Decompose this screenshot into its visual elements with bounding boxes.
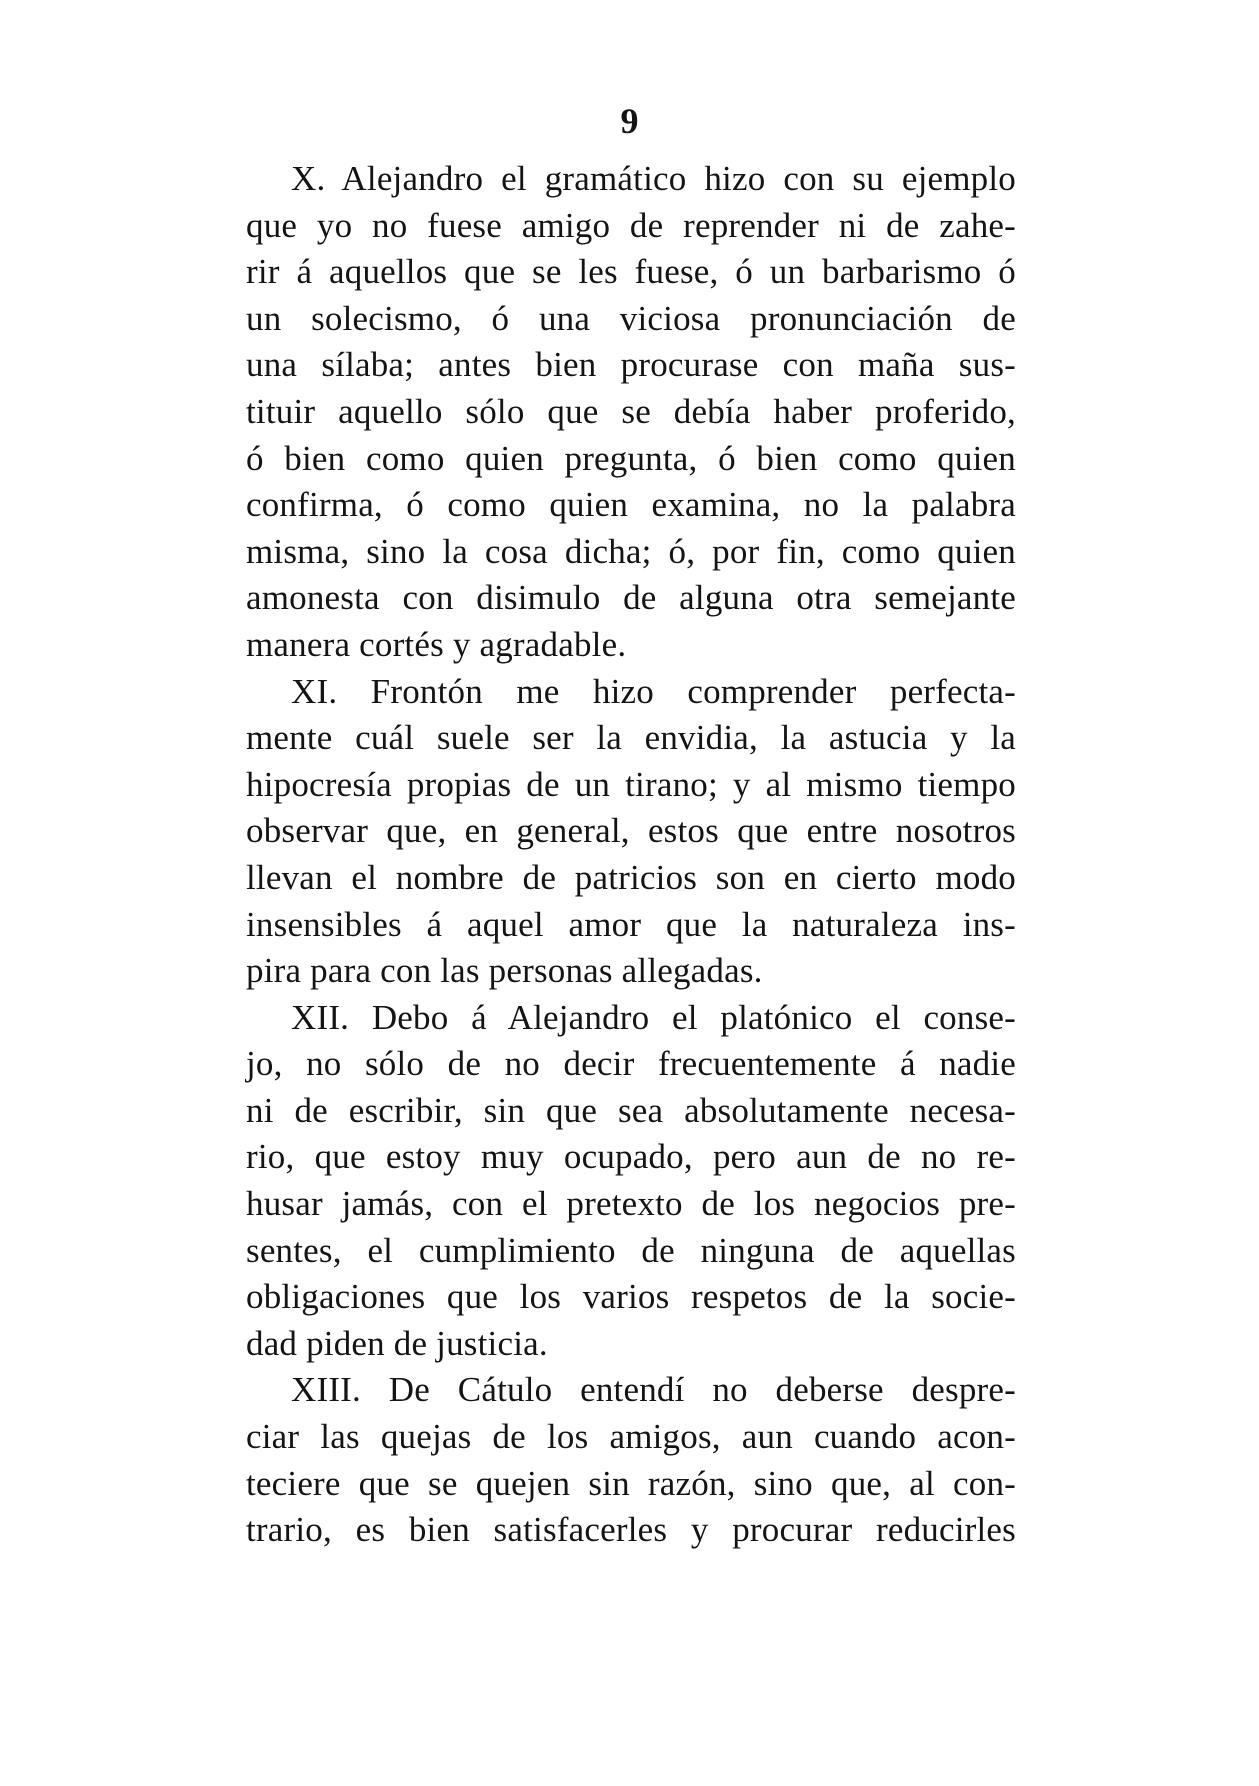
- text-line: sentes, el cumplimiento de ninguna de aquellas: [246, 1230, 1016, 1270]
- text-line: que yo no fuese amigo de reprender ni de zahe-: [246, 205, 1016, 245]
- text-line: rio, que estoy muy ocupado, pero aun de no re-: [246, 1137, 1016, 1177]
- text-line: XIII. De Cátulo entendí no deberse despre-: [291, 1370, 1016, 1410]
- text-line: mente cuál suele ser la envidia, la astucia y la: [246, 718, 1016, 758]
- text-line: dad piden de justicia.: [246, 1323, 548, 1363]
- text-line: X. Alejandro el gramático hizo con su ejemplo: [291, 159, 1016, 198]
- text-line: manera cortés y agradable.: [246, 624, 627, 664]
- paragraph-xii: [246, 995, 1016, 1368]
- paragraph-xiii: [246, 1367, 1016, 1553]
- text-line: amonesta con disimulo de alguna otra semejante: [246, 578, 1016, 618]
- text-line: ó bien como quien pregunta, ó bien como quien: [246, 438, 1016, 478]
- text-line: teciere que se quejen sin razón, sino que, al con-: [246, 1463, 1016, 1503]
- text-line: insensibles á aquel amor que la naturaleza ins-: [246, 904, 1016, 944]
- text-line: trario, es bien satisfacerles y procurar reducirles: [246, 1510, 1016, 1550]
- page-number: 9: [620, 101, 639, 141]
- text-line: ni de escribir, sin que sea absolutamente necesa-: [246, 1090, 1016, 1130]
- body-text: [246, 156, 1016, 1554]
- text-line: jo, no sólo de no decir frecuentemente á nadie: [246, 1044, 1016, 1084]
- text-line: pira para con las personas allegadas.: [246, 951, 763, 991]
- text-line: XI. Frontón me hizo comprender perfecta-: [291, 671, 1016, 711]
- paragraph-xi: [246, 669, 1016, 995]
- paragraph-x: [246, 156, 1016, 669]
- text-line: rir á aquellos que se les fuese, ó un barbarismo ó: [246, 252, 1016, 292]
- text-line: XII. Debo á Alejandro el platónico el conse-: [291, 997, 1016, 1037]
- text-line: ciar las quejas de los amigos, aun cuando acon-: [246, 1417, 1016, 1457]
- text-line: observar que, en general, estos que entre nosotros: [246, 811, 1016, 851]
- text-line: llevan el nombre de patricios son en cierto modo: [246, 857, 1016, 897]
- text-line: misma, sino la cosa dicha; ó, por fin, como quien: [246, 531, 1016, 571]
- text-line: hipocresía propias de un tirano; y al mismo tiempo: [246, 764, 1016, 804]
- text-line: husar jamás, con el pretexto de los negocios pre-: [246, 1184, 1016, 1224]
- text-line: un solecismo, ó una viciosa pronunciación de: [246, 298, 1016, 338]
- text-line: confirma, ó como quien examina, no la palabra: [246, 485, 1016, 525]
- text-line: tituir aquello sólo que se debía haber proferido,: [246, 391, 1016, 431]
- text-line: una sílaba; antes bien procurase con maña sus-: [246, 345, 1016, 385]
- text-line: obligaciones que los varios respetos de la socie-: [246, 1277, 1016, 1317]
